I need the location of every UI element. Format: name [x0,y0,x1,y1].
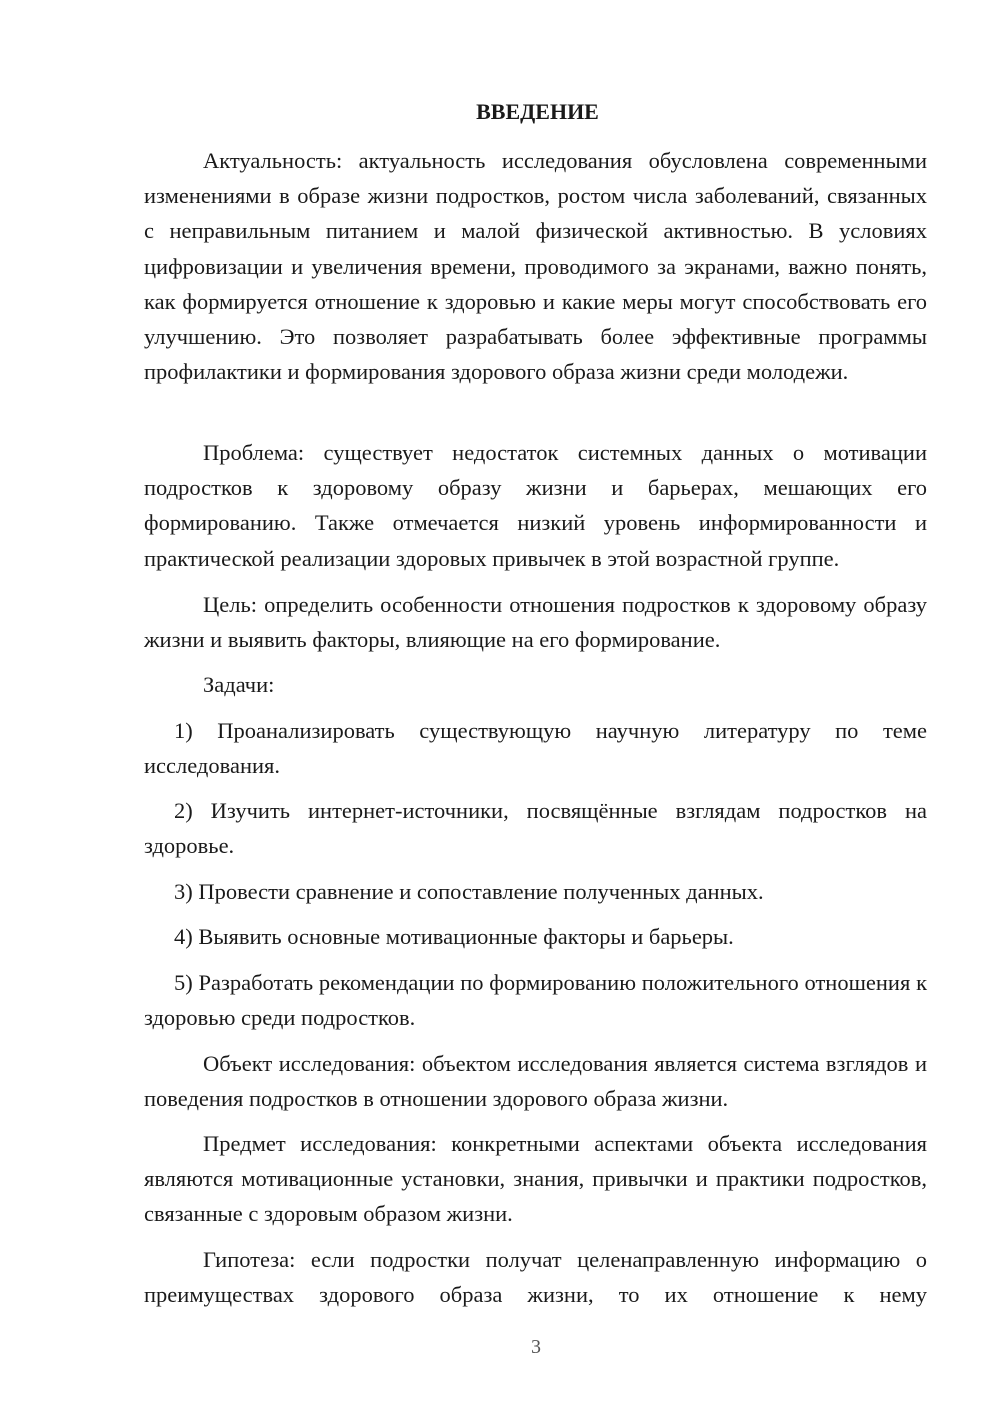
task-item: 4) Выявить основные мотивационные факторы и барьеры. [174,924,734,949]
task-item: 5) Разработать рекомендации по формированию положительного отношения к здоровью среди подростков. [144,970,927,1031]
paragraph-object: Объект исследования: объектом исследования является система взглядов и поведения подростков в отношении здорового образа жизни. [144,1051,927,1112]
tasks-label: Задачи: [203,672,275,697]
paragraph-hypothesis: Гипотеза: если подростки получат целенаправленную информацию о преимуществах здорового образа жизни, то их отношение к нему [144,1247,927,1308]
paragraph-relevance: Актуальность: актуальность исследования обусловлена современными изменениями в образе жизни подростков, ростом числа заболеваний, связанных с неправильным питанием и малой физической активностью. В условиях цифровизации и увеличения времени, проводимого за экранами, важно понять, как формируется отношение к здоровью и какие меры могут способствовать его улучшению. Это позволяет разрабатывать более эффективные программы профилактики и формирования здорового образа жизни среди молодежи. [144,148,927,385]
page-number: 3 [531,1336,541,1358]
paragraph-goal: Цель: определить особенности отношения подростков к здоровому образу жизни и выявить факторы, влияющие на его формирование. [144,592,927,653]
paragraph-problem: Проблема: существует недостаток системных данных о мотивации подростков к здоровому образу жизни и барьерах, мешающих его формированию. Также отмечается низкий уровень информированности и практической реализации здоровых привычек в этой возрастной группе. [144,440,927,571]
task-item: 1) Проанализировать существующую научную литературу по теме исследования. [144,718,927,779]
task-item: 3) Провести сравнение и сопоставление полученных данных. [174,879,764,904]
paragraph-subject: Предмет исследования: конкретными аспектами объекта исследования являются мотивационные установки, знания, привычки и практики подростков, связанные с здоровым образом жизни. [144,1131,927,1227]
task-item: 2) Изучить интернет-источники, посвящённые взглядам подростков на здоровье. [144,798,927,859]
section-heading: ВВЕДЕНИЕ [476,99,599,124]
